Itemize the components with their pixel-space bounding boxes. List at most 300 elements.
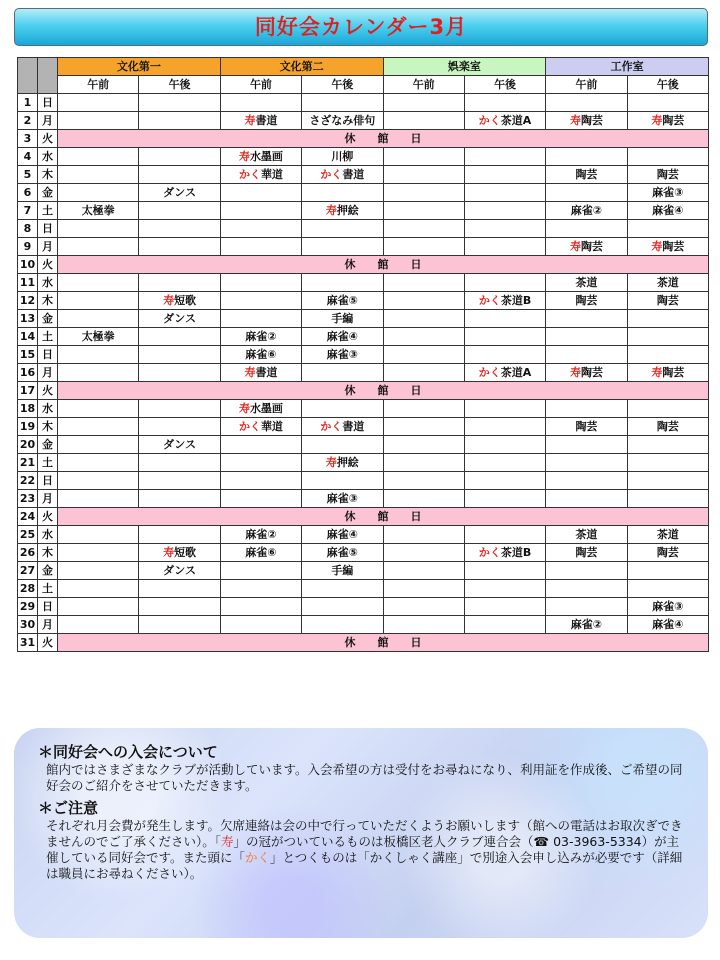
notes-panel <box>14 728 708 938</box>
closed-label-char: 日 <box>410 636 422 649</box>
activity-cell: 麻雀⑤ <box>302 292 383 310</box>
activity-name: 陶芸 <box>580 366 603 379</box>
activity-cell <box>58 598 139 616</box>
activity-cell <box>220 490 301 508</box>
activity-cell <box>383 364 464 382</box>
day-number: 10 <box>18 256 38 274</box>
activity-cell <box>58 310 139 328</box>
activity-cell <box>546 184 627 202</box>
activity-cell <box>464 364 545 382</box>
activity-name: 茶道B <box>500 546 532 559</box>
activity-cell <box>627 328 708 346</box>
activity-cell <box>302 184 383 202</box>
activity-cell <box>383 526 464 544</box>
activity-name: 陶芸 <box>580 240 603 253</box>
activity-cell <box>464 598 545 616</box>
activity-cell <box>546 436 627 454</box>
activity-cell <box>220 616 301 634</box>
activity-cell: 茶道 <box>627 274 708 292</box>
activity-cell <box>383 202 464 220</box>
calendar-row <box>18 274 709 292</box>
weekday: 金 <box>38 310 58 328</box>
activity-cell <box>627 436 708 454</box>
weekday: 木 <box>38 418 58 436</box>
calendar-row <box>18 598 709 616</box>
activity-cell <box>139 418 220 436</box>
day-number: 12 <box>18 292 38 310</box>
activity-cell <box>220 472 301 490</box>
activity-cell <box>139 202 220 220</box>
activity-cell <box>383 562 464 580</box>
day-number: 14 <box>18 328 38 346</box>
activity-cell: 陶芸 <box>546 544 627 562</box>
activity-cell <box>139 274 220 292</box>
activity-cell <box>58 220 139 238</box>
calendar-row <box>18 166 709 184</box>
weekday: 土 <box>38 202 58 220</box>
activity-cell <box>627 112 708 130</box>
activity-cell <box>302 220 383 238</box>
activity-cell <box>546 148 627 166</box>
activity-cell <box>139 472 220 490</box>
weekday: 水 <box>38 148 58 166</box>
activity-cell <box>464 166 545 184</box>
activity-cell <box>302 400 383 418</box>
activity-cell: 麻雀④ <box>627 202 708 220</box>
caution-text-2: 」の冠がついているものは板橋区老人クラブ連合会（☎ 03-3963-5334）が主催している同好会です。また頭に「 <box>46 834 680 865</box>
sub-am: 午前 <box>220 76 301 94</box>
calendar-row <box>18 562 709 580</box>
activity-prefix: 寿 <box>238 150 250 163</box>
activity-cell <box>546 400 627 418</box>
activity-cell <box>464 526 545 544</box>
activity-prefix: かく <box>320 420 343 433</box>
activity-cell <box>220 436 301 454</box>
activity-cell <box>383 598 464 616</box>
weekday: 火 <box>38 382 58 400</box>
activity-cell <box>383 472 464 490</box>
activity-cell <box>546 112 627 130</box>
activity-cell <box>302 202 383 220</box>
day-number: 22 <box>18 472 38 490</box>
activity-cell <box>383 580 464 598</box>
activity-cell <box>58 184 139 202</box>
activity-cell <box>139 364 220 382</box>
activity-cell <box>464 580 545 598</box>
activity-cell <box>627 490 708 508</box>
activity-cell <box>139 166 220 184</box>
day-number: 1 <box>18 94 38 112</box>
day-number: 24 <box>18 508 38 526</box>
activity-cell <box>464 310 545 328</box>
activity-cell: 陶芸 <box>627 166 708 184</box>
activity-cell <box>58 166 139 184</box>
activity-cell: 茶道 <box>546 526 627 544</box>
weekday: 金 <box>38 562 58 580</box>
activity-cell: 手編 <box>302 562 383 580</box>
day-number: 9 <box>18 238 38 256</box>
activity-cell <box>220 274 301 292</box>
activity-cell <box>546 580 627 598</box>
activity-cell <box>627 472 708 490</box>
activity-cell: 陶芸 <box>546 166 627 184</box>
closed-day-cell <box>58 508 709 526</box>
weekday: 日 <box>38 94 58 112</box>
closed-day-cell <box>58 382 709 400</box>
activity-cell <box>464 148 545 166</box>
activity-cell <box>464 616 545 634</box>
weekday: 日 <box>38 346 58 364</box>
weekday: 火 <box>38 634 58 652</box>
weekday: 土 <box>38 580 58 598</box>
activity-prefix: 寿 <box>325 204 337 217</box>
day-number: 15 <box>18 346 38 364</box>
activity-cell <box>383 490 464 508</box>
activity-cell <box>464 238 545 256</box>
calendar-row <box>18 220 709 238</box>
calendar-row <box>18 490 709 508</box>
caution-text-1: それぞれ月会費が発生します。欠席連絡は会の中で行っていただくようお願いします（館への電話はお取次ぎできませんのでご了承ください）。「 <box>46 818 683 849</box>
activity-prefix: かく <box>478 294 501 307</box>
activity-name: 書道 <box>255 366 278 379</box>
activity-cell <box>464 544 545 562</box>
activity-cell <box>302 364 383 382</box>
closed-label-char: 館 <box>377 510 389 523</box>
calendar-row <box>18 346 709 364</box>
activity-cell: 麻雀④ <box>302 328 383 346</box>
activity-cell <box>546 328 627 346</box>
weekday: 日 <box>38 472 58 490</box>
activity-name: 茶道B <box>500 294 532 307</box>
activity-cell <box>58 544 139 562</box>
weekday: 土 <box>38 454 58 472</box>
calendar-row <box>18 94 709 112</box>
sub-am: 午前 <box>58 76 139 94</box>
activity-prefix: 寿 <box>163 546 175 559</box>
activity-cell <box>220 292 301 310</box>
activity-cell <box>58 436 139 454</box>
activity-cell <box>383 238 464 256</box>
activity-name: 書道 <box>255 114 278 127</box>
caution-text-3: 」とつくものは「かくしゃく講座」で別途入会申し込みが必要です（詳細は職員にお尋ねください）。 <box>46 850 683 881</box>
activity-cell <box>464 436 545 454</box>
activity-cell <box>302 598 383 616</box>
calendar-row <box>18 418 709 436</box>
activity-prefix: かく <box>320 168 343 181</box>
weekday: 水 <box>38 400 58 418</box>
activity-cell <box>627 94 708 112</box>
closed-label-char: 休 <box>344 636 356 649</box>
day-number: 19 <box>18 418 38 436</box>
activity-cell <box>58 112 139 130</box>
activity-cell <box>383 274 464 292</box>
activity-name: 押絵 <box>336 456 359 469</box>
activity-cell <box>383 400 464 418</box>
notes-text-caution <box>46 818 684 882</box>
closed-label-char: 休 <box>344 258 356 271</box>
activity-cell <box>139 616 220 634</box>
calendar-row <box>18 634 709 652</box>
calendar-row <box>18 202 709 220</box>
activity-name: 水墨画 <box>249 402 283 415</box>
activity-name: 短歌 <box>174 546 197 559</box>
closed-label-char: 館 <box>377 636 389 649</box>
calendar-row <box>18 400 709 418</box>
activity-cell <box>383 166 464 184</box>
activity-cell <box>464 454 545 472</box>
day-number: 5 <box>18 166 38 184</box>
day-number: 21 <box>18 454 38 472</box>
day-number: 27 <box>18 562 38 580</box>
day-number: 25 <box>18 526 38 544</box>
activity-cell <box>220 238 301 256</box>
activity-cell <box>139 598 220 616</box>
activity-prefix: 寿 <box>569 114 581 127</box>
activity-cell <box>302 94 383 112</box>
activity-cell <box>383 544 464 562</box>
activity-cell: さざなみ俳句 <box>302 112 383 130</box>
activity-cell <box>464 292 545 310</box>
activity-cell <box>139 544 220 562</box>
activity-name: 華道 <box>260 420 283 433</box>
closed-day-cell <box>58 130 709 148</box>
activity-prefix: 寿 <box>651 366 663 379</box>
activity-name: 短歌 <box>174 294 197 307</box>
calendar-row <box>18 436 709 454</box>
weekday: 月 <box>38 490 58 508</box>
activity-cell <box>383 292 464 310</box>
weekday-header <box>38 58 58 94</box>
activity-cell <box>627 400 708 418</box>
closed-label-char: 館 <box>377 384 389 397</box>
activity-cell <box>383 454 464 472</box>
activity-cell <box>464 94 545 112</box>
activity-cell: 陶芸 <box>546 292 627 310</box>
sub-pm: 午後 <box>139 76 220 94</box>
closed-label-char: 日 <box>410 132 422 145</box>
group-goraku: 娯楽室 <box>383 58 546 76</box>
day-number: 26 <box>18 544 38 562</box>
sub-am: 午前 <box>383 76 464 94</box>
calendar-row <box>18 256 709 274</box>
activity-cell <box>58 364 139 382</box>
day-number: 13 <box>18 310 38 328</box>
activity-cell <box>58 580 139 598</box>
notes-heading-join: ＊同好会への入会について <box>38 743 218 761</box>
activity-prefix: かく <box>478 114 501 127</box>
calendar-row <box>18 148 709 166</box>
activity-cell <box>627 220 708 238</box>
sub-am: 午前 <box>546 76 627 94</box>
closed-label-char: 館 <box>377 132 389 145</box>
activity-cell <box>220 580 301 598</box>
activity-cell <box>58 490 139 508</box>
weekday: 金 <box>38 184 58 202</box>
group-bunka2: 文化第二 <box>220 58 383 76</box>
activity-cell <box>464 472 545 490</box>
closed-label-char: 休 <box>344 384 356 397</box>
activity-cell: 麻雀④ <box>627 616 708 634</box>
activity-cell <box>546 220 627 238</box>
activity-cell <box>58 346 139 364</box>
activity-name: 茶道A <box>500 366 532 379</box>
calendar-row <box>18 580 709 598</box>
activity-cell: 麻雀② <box>220 328 301 346</box>
activity-cell <box>546 346 627 364</box>
activity-name: 華道 <box>260 168 283 181</box>
activity-cell: 麻雀③ <box>302 490 383 508</box>
activity-cell <box>627 580 708 598</box>
activity-cell <box>383 436 464 454</box>
group-kosaku: 工作室 <box>546 58 709 76</box>
calendar-row <box>18 382 709 400</box>
day-number: 23 <box>18 490 38 508</box>
activity-cell <box>139 400 220 418</box>
activity-cell <box>302 436 383 454</box>
weekday: 火 <box>38 256 58 274</box>
day-number: 7 <box>18 202 38 220</box>
closed-label-char: 日 <box>410 510 422 523</box>
activity-cell <box>546 364 627 382</box>
activity-cell <box>139 346 220 364</box>
activity-cell <box>139 148 220 166</box>
activity-name: 茶道A <box>500 114 532 127</box>
activity-cell <box>302 238 383 256</box>
group-bunka1: 文化第一 <box>58 58 221 76</box>
activity-cell <box>464 418 545 436</box>
notes-text-join: 館内ではさまざまなクラブが活動しています。入会希望の方は受付をお尋ねになり、利用証を作成後、ご希望の同好会のご紹介をさせていただきます。 <box>46 762 683 793</box>
activity-cell <box>58 616 139 634</box>
activity-cell: 川柳 <box>302 148 383 166</box>
activity-cell <box>383 418 464 436</box>
activity-cell <box>220 220 301 238</box>
activity-cell: 麻雀⑥ <box>220 544 301 562</box>
activity-cell <box>383 346 464 364</box>
activity-cell: 茶道 <box>627 526 708 544</box>
activity-cell <box>58 454 139 472</box>
activity-cell: ダンス <box>139 562 220 580</box>
activity-cell <box>546 598 627 616</box>
activity-name: 書道 <box>342 168 365 181</box>
notes-heading-caution: ＊ご注意 <box>38 799 99 817</box>
day-number: 20 <box>18 436 38 454</box>
activity-prefix: 寿 <box>238 402 250 415</box>
activity-cell: ダンス <box>139 184 220 202</box>
activity-cell: ダンス <box>139 310 220 328</box>
activity-prefix: かく <box>478 546 501 559</box>
activity-name: 陶芸 <box>662 240 685 253</box>
weekday: 火 <box>38 508 58 526</box>
weekday: 月 <box>38 616 58 634</box>
activity-cell <box>58 526 139 544</box>
activity-cell <box>302 418 383 436</box>
day-number: 17 <box>18 382 38 400</box>
calendar-row <box>18 364 709 382</box>
activity-cell <box>139 526 220 544</box>
calendar-row <box>18 472 709 490</box>
activity-cell <box>220 94 301 112</box>
activity-cell <box>464 274 545 292</box>
weekday: 月 <box>38 238 58 256</box>
weekday: 木 <box>38 166 58 184</box>
activity-cell <box>220 112 301 130</box>
activity-cell <box>383 94 464 112</box>
day-number: 29 <box>18 598 38 616</box>
activity-cell <box>139 454 220 472</box>
activity-cell <box>464 184 545 202</box>
closed-day-cell <box>58 256 709 274</box>
activity-cell <box>139 490 220 508</box>
activity-cell: 太極拳 <box>58 202 139 220</box>
activity-cell <box>464 400 545 418</box>
calendar-row <box>18 544 709 562</box>
calendar-row <box>18 112 709 130</box>
activity-name: 陶芸 <box>662 114 685 127</box>
group-header-row <box>18 58 709 76</box>
activity-cell <box>220 310 301 328</box>
activity-cell <box>546 310 627 328</box>
activity-cell <box>302 274 383 292</box>
activity-cell <box>139 220 220 238</box>
activity-cell: 陶芸 <box>627 418 708 436</box>
day-number: 8 <box>18 220 38 238</box>
activity-cell <box>139 112 220 130</box>
activity-cell <box>139 580 220 598</box>
weekday: 日 <box>38 220 58 238</box>
activity-cell <box>220 184 301 202</box>
day-number: 3 <box>18 130 38 148</box>
activity-prefix: かく <box>238 420 261 433</box>
day-number: 6 <box>18 184 38 202</box>
closed-label-char: 日 <box>410 384 422 397</box>
activity-cell <box>58 292 139 310</box>
activity-cell: 陶芸 <box>627 292 708 310</box>
activity-cell: 麻雀② <box>546 202 627 220</box>
activity-prefix: 寿 <box>325 456 337 469</box>
day-number: 28 <box>18 580 38 598</box>
activity-cell <box>383 328 464 346</box>
activity-prefix: 寿 <box>569 240 581 253</box>
activity-cell <box>627 454 708 472</box>
activity-cell <box>464 490 545 508</box>
day-number: 16 <box>18 364 38 382</box>
calendar-body <box>18 94 709 652</box>
calendar-row <box>18 184 709 202</box>
closed-label-char: 休 <box>344 510 356 523</box>
activity-cell <box>464 220 545 238</box>
calendar-row <box>18 292 709 310</box>
calendar-row <box>18 616 709 634</box>
activity-cell: 麻雀③ <box>302 346 383 364</box>
activity-prefix: 寿 <box>651 114 663 127</box>
activity-cell <box>383 112 464 130</box>
activity-cell <box>302 166 383 184</box>
activity-cell: 麻雀⑤ <box>302 544 383 562</box>
closed-day-cell <box>58 634 709 652</box>
calendar-row <box>18 526 709 544</box>
activity-cell <box>627 346 708 364</box>
closed-label-char: 休 <box>344 132 356 145</box>
activity-cell: 麻雀⑥ <box>220 346 301 364</box>
activity-cell <box>546 94 627 112</box>
activity-cell <box>302 472 383 490</box>
activity-cell <box>302 454 383 472</box>
activity-cell: 麻雀④ <box>302 526 383 544</box>
activity-prefix: 寿 <box>244 366 256 379</box>
day-number: 18 <box>18 400 38 418</box>
day-number-header <box>18 58 38 94</box>
sub-pm: 午後 <box>627 76 708 94</box>
